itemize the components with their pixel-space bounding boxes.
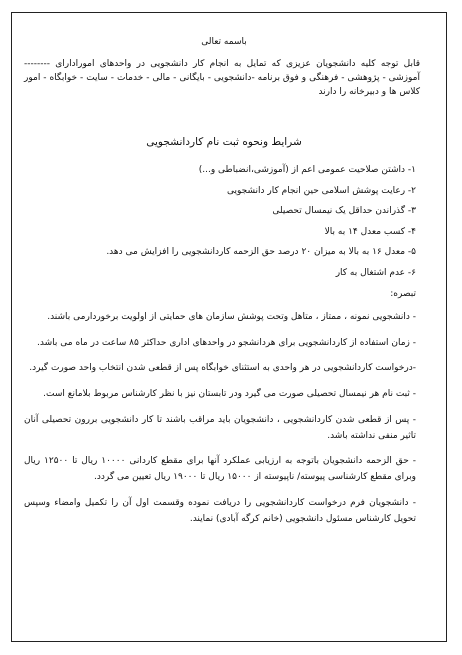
note-item-2: - زمان استفاده از کاردانشجویی برای هردانشجو در واحدهای اداری حداکثر ۸۵ ساعت در ماه می باشد. (37, 337, 416, 348)
condition-item-4: ۴- کسب معدل ۱۴ به بالا (324, 226, 416, 237)
condition-item-3: ۳- گذراندن حداقل یک نیمسال تحصیلی (272, 206, 416, 217)
note-item-1: - دانشجویی نمونه ، ممتاز ، متاهل وتحت پوشش سازمان های حمایتی از اولویت برخوردارمی باشند. (47, 311, 416, 322)
document-body (24, 22, 424, 537)
section-title: شرایط ونحوه ثبت نام کاردانشجویی (146, 135, 302, 148)
note-item-4: - ثبت نام هر نیمسال تحصیلی صورت می گیرد ودر تابستان نیز با نظر کارشناس مربوط بلامانع است. (43, 389, 416, 400)
condition-item-1: ۱- داشتن صلاحیت عمومی اعم از (آموزشی،انضباطی و...) (198, 165, 416, 176)
salutation: باسمه تعالی (201, 37, 247, 47)
condition-item-2: ۲- رعایت پوشش اسلامی حین انجام کار دانشجویی (227, 185, 416, 196)
condition-item-6: ۶- عدم اشتغال به کار (335, 267, 416, 278)
intro-paragraph: قابل توجه کلیه دانشجویان عزیزی که تمایل به انجام کار دانشجویی در واحدهای امورادارای -------- آموزشی - پژوهشی - فرهنگی و فوق برنامه -دانشجویی - بایگانی - مالی - خدمات - سایت - خوابگاه - امور کلاس ها و دبیرخانه را دارند (24, 58, 420, 97)
note-item-6: - حق الزحمه دانشجویان باتوجه به ارزیابی عملکرد آنها برای مقطع کاردانی ۱۰۰۰۰ ریال تا ۱۲۵۰۰ ریال وبرای مقطع کارشناسی پیوسته/ ناپیوسته از ۱۵۰۰۰ ریال تا ۱۹۰۰۰ ریال تعیین می گردد. (24, 456, 417, 483)
note-item-5: - پس از قطعی شدن کاردانشجویی ، دانشجویان باید مراقب باشند تا کار دانشجویی بررون تحصیلی آنان تاثیر منفی نداشته باشد. (24, 414, 416, 441)
conditions-list (24, 164, 416, 280)
notes-title: تبصره: (390, 289, 416, 300)
condition-item-5: ۵- معدل ۱۶ به بالا به میزان ۲۰ درصد حق الزحمه کاردانشجویی را افزایش می دهد. (106, 247, 416, 258)
note-item-7: - دانشجویان فرم درخواست کاردانشجویی را دریافت نموده وقسمت اول آن را تکمیل وامضاء وسپس تحویل کارشناس مسئول دانشجویی (خانم کرگه آبادی) نمایند. (24, 497, 416, 524)
notes-list (24, 310, 416, 528)
note-item-3: -درخواست کاردانشجویی در هر واحدی به استثنای خوابگاه پس از قطعی شدن انتخاب واحد صورت گیرد. (29, 363, 416, 374)
